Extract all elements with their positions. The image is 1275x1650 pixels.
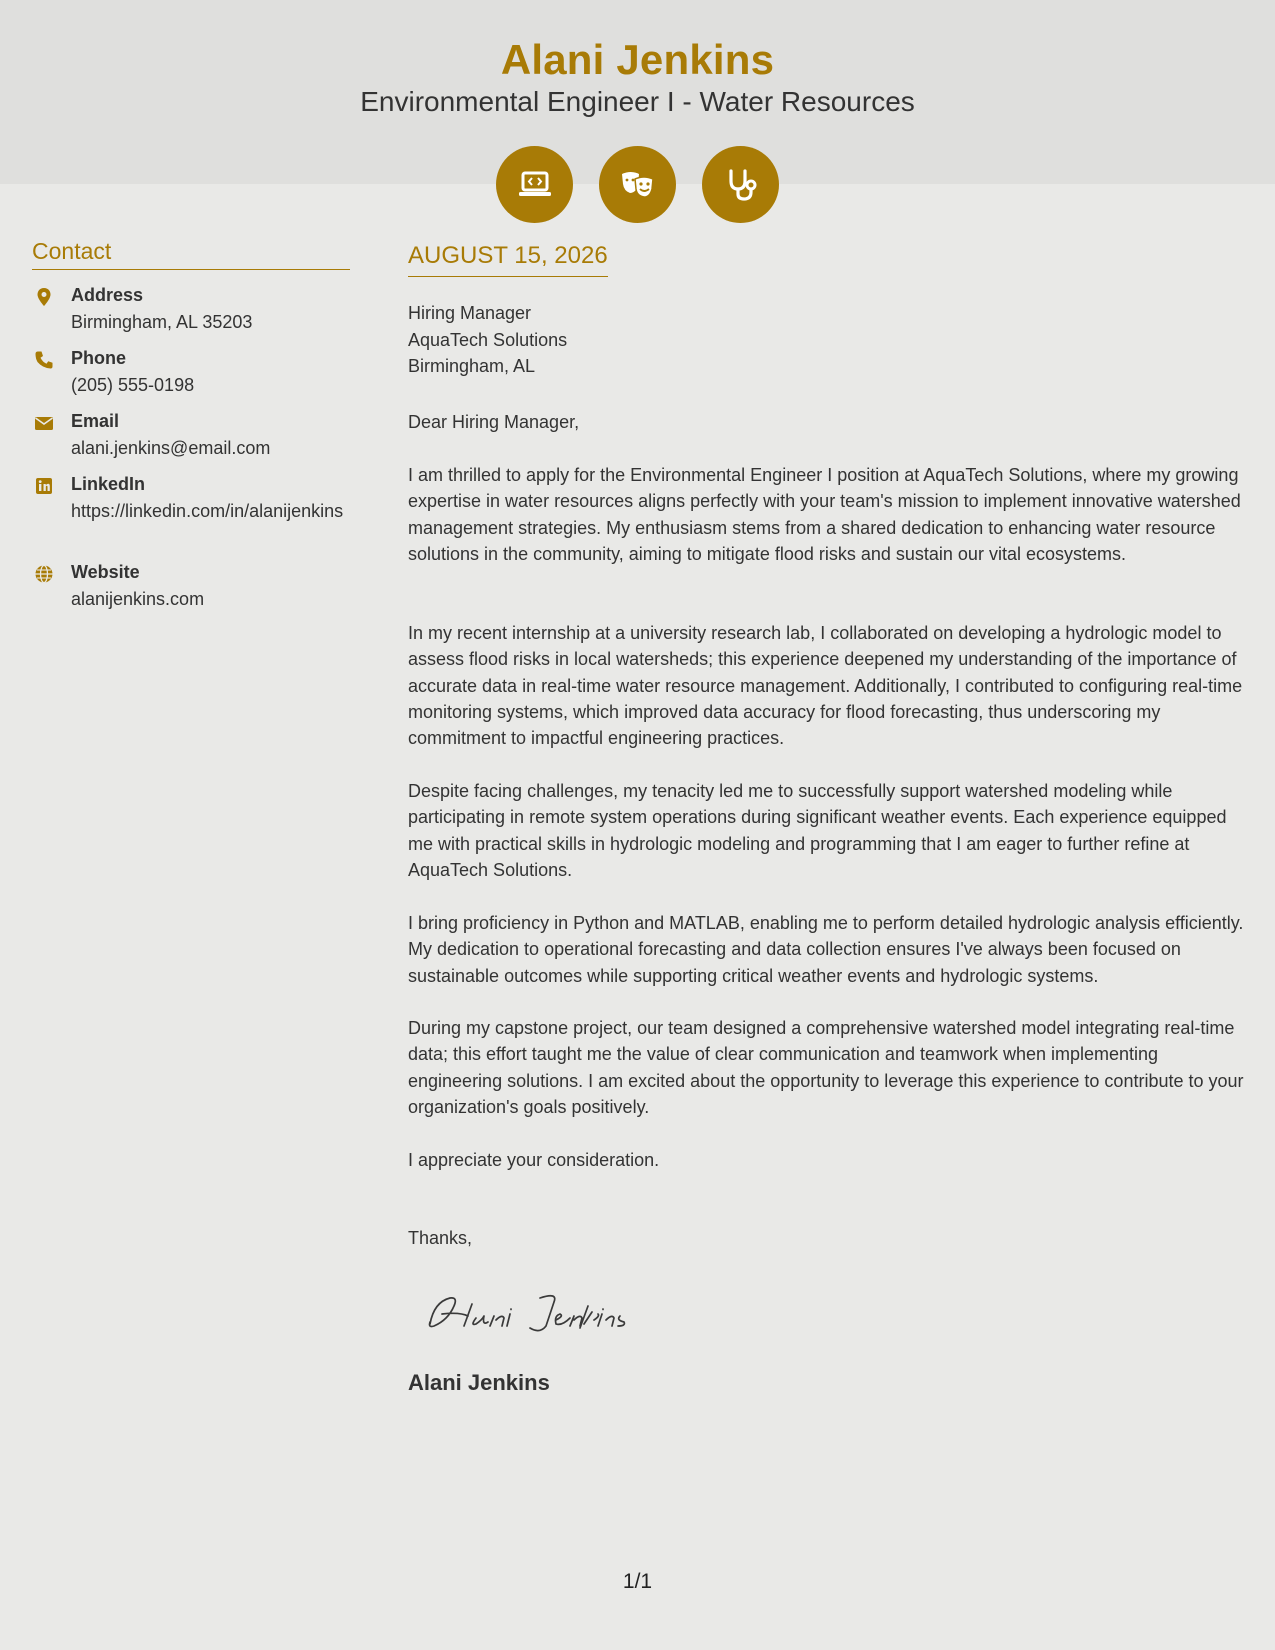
- map-pin-icon: [34, 287, 54, 307]
- contact-label: Email: [71, 411, 120, 431]
- recipient-line: Birmingham, AL: [408, 356, 536, 376]
- contact-value: Birmingham, AL 35203: [71, 312, 253, 332]
- contact-heading: Contact: [32, 238, 350, 270]
- contact-value: alani.jenkins@email.com: [71, 438, 271, 458]
- recipient-line: Hiring Manager: [408, 303, 532, 323]
- body-paragraph: Despite facing challenges, my tenacity led me to successfully support watershed modeling while participating in remote system operations during significant weather events. Each experience equipped me with practical skills in hydrologic modeling and programming that I am eager to further refine at AquaTech Solutions.: [408, 781, 1227, 880]
- contact-value: (205) 555-0198: [71, 375, 195, 395]
- phone-icon: [34, 350, 54, 370]
- contact-label: Address: [71, 285, 144, 305]
- body-paragraph: I bring proficiency in Python and MATLAB, enabling me to perform detailed hydrologic analysis efficiently. My dedication to operational forecasting and data collection ensures I've always been focused on sustainable outcomes while supporting critical weather events and hydrologic systems.: [408, 913, 1244, 986]
- contact-value[interactable]: https://linkedin.com/in/alanijenkins: [71, 501, 344, 521]
- stethoscope-icon: [702, 146, 779, 223]
- theater-masks-icon: [599, 146, 676, 223]
- contact-value[interactable]: alanijenkins.com: [71, 589, 205, 609]
- body-paragraph: During my capstone project, our team designed a comprehensive watershed model integrating real-time data; this effort taught me the value of clear communication and teamwork when implementing engineering solutions. I am excited about the opportunity to leverage this experience to contribute to your organization's goals positively.: [408, 1018, 1244, 1117]
- salutation: Dear Hiring Manager,: [408, 412, 580, 432]
- body-paragraph: In my recent internship at a university research lab, I collaborated on developing a hydrologic model to assess flood risks in local watersheds; this experience deepened my understanding of the importance of accurate data in real-time water resource management. Additionally, I contributed to configuring real-time monitoring systems, which improved data accuracy for flood forecasting, thus underscoring my commitment to impactful engineering practices.: [408, 623, 1243, 749]
- closing-line: I appreciate your consideration.: [408, 1150, 660, 1170]
- envelope-icon: [34, 413, 54, 433]
- signed-name: Alani Jenkins: [408, 1370, 550, 1395]
- job-title: Environmental Engineer I - Water Resources: [360, 86, 915, 117]
- handwritten-signature: [420, 1282, 680, 1342]
- contact-label: LinkedIn: [71, 474, 146, 494]
- globe-icon: [34, 564, 54, 584]
- page-number: 1/1: [622, 1570, 653, 1593]
- contact-label: Website: [71, 562, 140, 582]
- letter-date: AUGUST 15, 2026: [408, 242, 608, 277]
- recipient-block: [408, 300, 567, 380]
- laptop-code-icon: [496, 146, 573, 223]
- sign-off: Thanks,: [408, 1228, 473, 1248]
- recipient-line: AquaTech Solutions: [408, 329, 568, 350]
- linkedin-icon: [34, 476, 54, 496]
- contact-label: Phone: [71, 348, 127, 368]
- candidate-name: Alani Jenkins: [500, 36, 775, 83]
- body-paragraph: I am thrilled to apply for the Environmental Engineer I position at AquaTech Solutions, where my growing expertise in water resources aligns perfectly with your team's mission to implement innovative watershed management strategies. My enthusiasm stems from a shared dedication to enhancing water resource solutions in the community, aiming to mitigate flood risks and sustain our vital ecosystems.: [408, 465, 1241, 564]
